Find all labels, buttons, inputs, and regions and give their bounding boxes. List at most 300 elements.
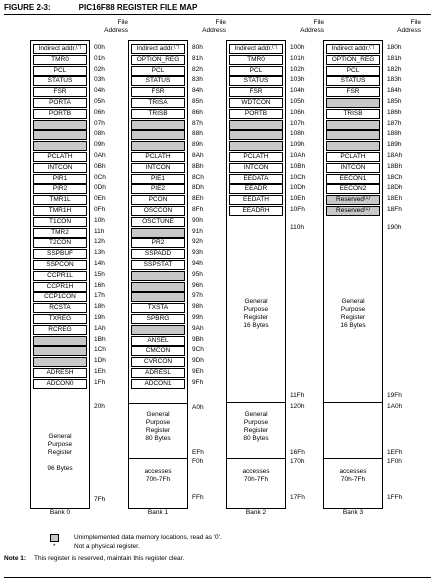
register-cell: [33, 271, 87, 281]
register-address: 87h: [192, 119, 203, 127]
register-name: TMR2: [51, 228, 69, 236]
legend-unimplemented: Unimplemented data memory locations, read as '0'.: [74, 534, 222, 541]
unimplemented-cell: [326, 130, 380, 140]
access-divider: [129, 458, 187, 459]
register-address: 88h: [192, 130, 203, 138]
register-name: SSPBUF: [46, 250, 73, 258]
register-cell: [131, 238, 185, 248]
figure-label: FIGURE 2-3:: [4, 3, 51, 12]
bank-label: Bank 1: [147, 509, 169, 516]
register-cell: [326, 109, 380, 119]
register-address: 0Eh: [94, 195, 106, 203]
register-name: TMR0: [247, 55, 265, 63]
register-address: 06h: [94, 108, 105, 116]
register-address: 00h: [94, 44, 105, 51]
register-cell: [33, 228, 87, 238]
register-address: 12h: [94, 238, 105, 246]
register-name: RCSTA: [49, 304, 71, 312]
register-name: ADRESH: [46, 369, 74, 376]
register-name: EEDATH: [243, 196, 269, 204]
register-address: 8Fh: [192, 206, 204, 213]
register-name: STATUS: [243, 77, 269, 85]
gpr-region-label: General Purpose Register 80 Bytes: [243, 411, 269, 442]
register-name: PIR1: [52, 174, 68, 182]
gpr16-start-address: 190h: [387, 224, 402, 231]
register-address: 8Bh: [192, 162, 204, 170]
register-name: INTCON: [145, 163, 171, 171]
access-end-address: 17Fh: [290, 494, 305, 501]
register-address: 17h: [94, 292, 105, 300]
unimplemented-cell: [33, 336, 87, 346]
unimplemented-cell: [33, 357, 87, 367]
register-address: 8Ch: [192, 173, 204, 181]
register-address: 102h: [290, 65, 305, 73]
register-address: 9Fh: [192, 378, 204, 386]
register-name: SSPADD: [144, 250, 172, 258]
register-cell: [131, 87, 185, 97]
register-cell: [229, 109, 283, 119]
register-address: 11h: [94, 227, 105, 235]
register-name: CMCON: [145, 347, 171, 355]
register-address: 0Dh: [94, 184, 106, 192]
legend-star-mark: *: [53, 543, 56, 550]
access-divider: [227, 458, 285, 459]
register-name: OSCCON: [143, 207, 173, 214]
gpr-divider: [129, 403, 187, 404]
register-address: 84h: [192, 87, 203, 95]
register-name: STATUS: [47, 77, 73, 85]
bank-label: Bank 0: [49, 509, 71, 516]
access-region-label: accesses 70h-7Fh: [339, 468, 367, 483]
register-cell: [131, 217, 185, 227]
register-address: 105h: [290, 98, 305, 105]
register-name: CVRCON: [143, 358, 173, 366]
access-end-address: 1FFh: [387, 494, 403, 501]
unimplemented-cell: [131, 120, 185, 130]
gpr-divider: [324, 402, 382, 403]
register-cell: [229, 152, 283, 162]
bank-label: Bank 3: [342, 509, 364, 516]
unimplemented-cell: [326, 141, 380, 151]
register-address: 01h: [94, 54, 105, 62]
register-address: 86h: [192, 108, 203, 116]
register-address: 108h: [290, 130, 305, 138]
register-address: 18Bh: [387, 162, 403, 170]
register-address: 03h: [94, 76, 105, 84]
register-address: 95h: [192, 270, 203, 278]
register-cell: [326, 76, 380, 86]
register-address: 89h: [192, 141, 203, 149]
gpr16-region-label: General Purpose Register 16 Bytes: [243, 298, 269, 329]
access-start-address: 1F0h: [387, 458, 402, 465]
register-cell: [33, 282, 87, 292]
register-address: 10Bh: [290, 162, 306, 170]
register-name: TRISB: [343, 109, 363, 117]
register-name: SSPCON: [46, 261, 74, 268]
register-address: 8Dh: [192, 184, 204, 192]
file-address-header: File Address: [104, 19, 128, 34]
gpr-end-address: 16Fh: [290, 449, 305, 456]
unimplemented-cell: [33, 120, 87, 130]
register-name: TMR0: [51, 55, 69, 63]
gpr-start-address: A0h: [192, 404, 204, 411]
register-name: Reserved: [336, 207, 364, 214]
file-address-header: File Address: [397, 19, 421, 34]
register-cell: [131, 109, 185, 119]
register-address: 0Fh: [94, 206, 106, 213]
register-address: 07h: [94, 119, 105, 127]
register-name: OSCTUNE: [142, 217, 174, 225]
register-name: PIE2: [150, 185, 166, 193]
register-cell: [131, 152, 185, 162]
note-text: This register is reserved, maintain this register clear.: [34, 555, 185, 562]
register-name: Indirect addr.: [234, 45, 273, 52]
gpr16-end-address: 19Fh: [387, 392, 402, 399]
gpr16-end-address: 11Fh: [290, 392, 305, 399]
register-name: EEADRH: [242, 207, 270, 214]
register-address: 99h: [192, 314, 203, 321]
register-address: 10Fh: [290, 206, 305, 213]
footnote-mark: (*): [272, 44, 278, 50]
register-name: ANSEL: [147, 336, 169, 344]
register-name: FSR: [249, 88, 263, 96]
gpr-divider: [227, 402, 285, 403]
unimplemented-cell: [33, 141, 87, 151]
register-address: 9Ah: [192, 324, 204, 332]
register-address: 1Dh: [94, 357, 106, 365]
register-cell: [229, 44, 283, 54]
register-name: CCP1CON: [44, 293, 76, 301]
register-name: TXREG: [48, 315, 72, 322]
register-name: PIR2: [52, 185, 68, 193]
unimplemented-cell: [131, 292, 185, 302]
footnote-mark: (1): [363, 206, 370, 212]
register-cell: [131, 249, 185, 259]
legend-star-text: Not a physical register.: [74, 543, 140, 550]
register-cell: [33, 368, 87, 378]
register-cell: [229, 98, 283, 108]
register-cell: [229, 55, 283, 65]
register-address: 16h: [94, 281, 105, 289]
register-address: 189h: [387, 141, 402, 149]
register-name: PCLATH: [243, 153, 269, 160]
register-address: 1Bh: [94, 335, 106, 343]
register-address: 90h: [192, 216, 203, 224]
register-cell: [131, 76, 185, 86]
register-address: 80h: [192, 44, 203, 51]
unimplemented-swatch: [50, 534, 59, 542]
register-address: 05h: [94, 98, 105, 105]
gpr-region-label: General Purpose Register 96 Bytes: [47, 433, 73, 472]
register-name: CCPR1H: [46, 282, 74, 290]
register-cell: [131, 379, 185, 389]
register-cell: [33, 44, 87, 54]
register-cell: [33, 174, 87, 184]
unimplemented-cell: [326, 120, 380, 130]
register-address: 182h: [387, 65, 402, 73]
register-address: 186h: [387, 108, 402, 116]
register-cell: [33, 66, 87, 76]
register-name: PCLATH: [340, 153, 366, 160]
register-cell: [326, 44, 380, 54]
register-address: 18Dh: [387, 184, 403, 192]
note-label: Note 1:: [4, 555, 27, 562]
register-cell: [326, 206, 380, 216]
register-address: 1Ah: [94, 324, 106, 332]
register-cell: [33, 325, 87, 335]
register-cell: [131, 174, 185, 184]
register-name: EECON1: [339, 174, 367, 182]
footnote-mark: (*): [76, 44, 82, 50]
bank-label: Bank 2: [245, 509, 267, 516]
register-name: OPTION_REG: [331, 55, 375, 63]
register-address: 106h: [290, 108, 305, 116]
access-region-label: accesses 70h-7Fh: [144, 468, 172, 483]
footnote-mark: (1): [363, 195, 370, 202]
register-cell: [33, 314, 87, 324]
register-address: 107h: [290, 119, 305, 127]
register-cell: [33, 55, 87, 65]
unimplemented-cell: [131, 141, 185, 151]
register-address: 10Ch: [290, 173, 306, 181]
register-name: TMR1H: [48, 207, 72, 214]
register-name: TXSTA: [147, 304, 169, 312]
register-name: ADCON1: [144, 379, 172, 387]
register-address: 18Fh: [387, 206, 402, 213]
register-cell: [131, 346, 185, 356]
register-cell: [131, 184, 185, 194]
register-name: FSR: [151, 88, 165, 96]
figure-name: PIC16F88 REGISTER FILE MAP: [78, 3, 198, 12]
register-cell: [326, 184, 380, 194]
register-address: 103h: [290, 76, 305, 84]
register-cell: [131, 260, 185, 270]
access-start-address: F0h: [192, 458, 204, 465]
register-name: Indirect addr.: [331, 45, 370, 52]
register-cell: [326, 195, 380, 205]
register-cell: [229, 184, 283, 194]
register-cell: [229, 76, 283, 86]
gpr-end-address: EFh: [192, 449, 204, 456]
register-cell: [229, 66, 283, 76]
register-cell: [326, 66, 380, 76]
gpr16-start-address: 110h: [290, 224, 304, 231]
register-address: 85h: [192, 98, 203, 105]
register-address: 187h: [387, 119, 402, 127]
register-name: PCL: [346, 66, 360, 74]
register-cell: [131, 303, 185, 313]
gpr-start-address: 1A0h: [387, 403, 403, 410]
register-name: CCPR1L: [47, 271, 73, 279]
register-address: 14h: [94, 260, 105, 267]
register-cell: [229, 206, 283, 216]
register-address: 94h: [192, 260, 203, 267]
register-cell: [33, 87, 87, 97]
register-name: PIE1: [150, 174, 166, 182]
register-address: 18h: [94, 303, 105, 311]
register-cell: [131, 357, 185, 367]
register-cell: [131, 44, 185, 54]
register-address: 104h: [290, 87, 305, 95]
register-address: 10Dh: [290, 184, 306, 192]
register-address: 1Fh: [94, 378, 106, 386]
file-address-header: File Address: [202, 19, 226, 34]
register-address: 15h: [94, 270, 105, 278]
register-cell: [131, 163, 185, 173]
register-address: 0Ah: [94, 152, 106, 159]
register-cell: [33, 260, 87, 270]
bank-2-column: [226, 0, 324, 520]
register-cell: [131, 55, 185, 65]
register-address: 188h: [387, 130, 402, 138]
register-address: 185h: [387, 98, 402, 105]
register-address: 1Eh: [94, 368, 106, 375]
register-address: 93h: [192, 249, 203, 257]
register-cell: [33, 109, 87, 119]
bank-2-table: [226, 40, 286, 509]
register-cell: [229, 87, 283, 97]
register-address: 91h: [192, 227, 203, 235]
register-name: EEADR: [244, 185, 268, 193]
access-start-address: 170h: [290, 458, 305, 465]
register-name: TRISA: [148, 99, 168, 106]
gpr-region-label: General Purpose Register 80 Bytes: [145, 411, 171, 442]
footnote-mark: (*): [369, 44, 375, 50]
footnote-mark: (*): [174, 44, 180, 50]
register-cell: [131, 336, 185, 346]
register-cell: [33, 303, 87, 313]
register-address: 101h: [290, 54, 305, 62]
unimplemented-cell: [229, 130, 283, 140]
bank-0-column: [30, 0, 128, 520]
register-name: EECON2: [339, 185, 367, 193]
register-name: PORTB: [244, 109, 268, 117]
register-address: 96h: [192, 281, 203, 289]
bank-3-table: [323, 40, 383, 509]
register-name: STATUS: [145, 77, 171, 85]
register-cell: [326, 174, 380, 184]
register-name: RCREG: [48, 325, 72, 333]
register-name: PCLATH: [145, 153, 171, 160]
register-address: 92h: [192, 238, 203, 246]
register-address: 8Ah: [192, 152, 204, 159]
register-name: ADRESL: [144, 369, 171, 376]
register-name: SPBRG: [146, 315, 170, 322]
register-cell: [33, 249, 87, 259]
register-name: PCLATH: [47, 153, 73, 160]
register-address: 98h: [192, 303, 203, 311]
gpr-start-address: 20h: [94, 403, 105, 410]
register-address: 9Bh: [192, 335, 204, 343]
register-cell: [131, 368, 185, 378]
register-cell: [33, 184, 87, 194]
register-address: 10Ah: [290, 152, 306, 159]
register-name: Indirect addr.: [136, 45, 175, 52]
register-address: 0Bh: [94, 162, 106, 170]
register-cell: [33, 152, 87, 162]
access-divider: [324, 458, 382, 459]
bank-1-table: [128, 40, 188, 509]
register-name: T2CON: [48, 239, 72, 247]
register-name: TRISB: [148, 109, 168, 117]
register-cell: [33, 379, 87, 389]
register-address: 183h: [387, 76, 402, 84]
unimplemented-cell: [326, 98, 380, 108]
register-cell: [326, 87, 380, 97]
unimplemented-cell: [33, 346, 87, 356]
register-name: EEDATA: [243, 174, 269, 182]
register-address: 10Eh: [290, 195, 306, 203]
register-address: 81h: [192, 54, 203, 62]
register-name: INTCON: [340, 163, 366, 171]
register-cell: [33, 76, 87, 86]
unimplemented-cell: [131, 282, 185, 292]
register-cell: [131, 98, 185, 108]
register-cell: [33, 206, 87, 216]
register-cell: [229, 163, 283, 173]
register-name: OPTION_REG: [136, 55, 180, 63]
register-name: PORTB: [48, 109, 72, 117]
bank-1-column: [128, 0, 226, 520]
register-address: 0Ch: [94, 173, 106, 181]
unimplemented-cell: [131, 228, 185, 238]
gpr16-region-label: General Purpose Register 16 Bytes: [340, 298, 366, 329]
register-address: 18Eh: [387, 195, 403, 203]
unimplemented-cell: [229, 120, 283, 130]
register-name: SSPSTAT: [143, 261, 173, 268]
register-name: PCL: [53, 66, 67, 74]
gpr-start-address: 120h: [290, 403, 305, 410]
register-cell: [326, 152, 380, 162]
unimplemented-cell: [131, 271, 185, 281]
register-name: PCON: [148, 196, 168, 204]
register-name: STATUS: [340, 77, 366, 85]
register-address: 97h: [192, 292, 203, 300]
register-address: 8Eh: [192, 195, 204, 203]
register-address: 9Ch: [192, 346, 204, 354]
register-address: 09h: [94, 141, 105, 149]
register-name: WDTCON: [241, 99, 271, 106]
register-cell: [33, 217, 87, 227]
register-address: 9Eh: [192, 368, 204, 375]
file-address-header: File Address: [300, 19, 324, 34]
register-cell: [131, 195, 185, 205]
register-name: INTCON: [243, 163, 269, 171]
bank-0-table: [30, 40, 90, 509]
register-cell: [326, 163, 380, 173]
unimplemented-cell: [33, 130, 87, 140]
register-address: 10h: [94, 216, 105, 224]
register-cell: [131, 314, 185, 324]
register-cell: [33, 98, 87, 108]
unimplemented-cell: [229, 141, 283, 151]
register-name: INTCON: [47, 163, 73, 171]
access-end-address: FFh: [192, 494, 204, 501]
register-address: 9Dh: [192, 357, 204, 365]
unimplemented-cell: [131, 325, 185, 335]
unimplemented-cell: [131, 130, 185, 140]
register-address: 180h: [387, 44, 402, 51]
register-address: 19h: [94, 314, 105, 321]
register-address: 109h: [290, 141, 305, 149]
register-address: 08h: [94, 130, 105, 138]
register-address: 83h: [192, 76, 203, 84]
register-cell: [33, 292, 87, 302]
register-name: PR2: [151, 239, 165, 247]
register-name: ADCON0: [46, 379, 74, 387]
register-cell: [131, 66, 185, 76]
register-address: 02h: [94, 65, 105, 73]
